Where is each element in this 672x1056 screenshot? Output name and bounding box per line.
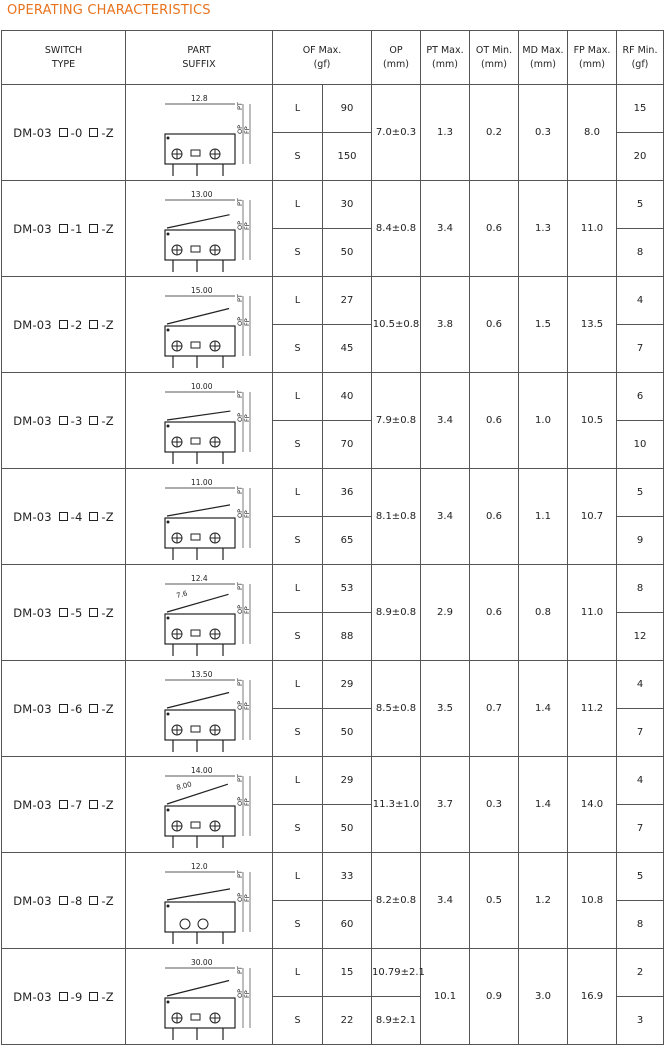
table-row xyxy=(2,757,664,805)
svg-text:FP: FP xyxy=(243,797,251,806)
svg-text:OP: OP xyxy=(236,508,244,518)
rf-min-l: 4 xyxy=(617,757,664,805)
force-type-s: S xyxy=(273,421,323,469)
svg-text:8.00: 8.00 xyxy=(175,779,193,792)
svg-text:OP: OP xyxy=(236,892,244,902)
ot-min-cell: 0.7 xyxy=(470,661,519,757)
fp-max-cell: 16.9 xyxy=(568,949,617,1045)
header-rf-min: RF Min. (gf) xyxy=(617,31,664,85)
force-type-s: S xyxy=(273,997,323,1045)
svg-text:PT: PT xyxy=(236,293,244,302)
blank-box-icon xyxy=(89,224,98,233)
pt-max-cell: 3.8 xyxy=(421,277,470,373)
blank-box-icon xyxy=(59,704,68,713)
operating-characteristics-table xyxy=(1,30,664,1045)
part-suffix-diagram-cell xyxy=(126,469,273,565)
svg-text:FP: FP xyxy=(243,989,251,998)
svg-text:FP: FP xyxy=(243,605,251,614)
svg-text:PT: PT xyxy=(236,389,244,398)
switch-type-cell xyxy=(2,373,126,469)
op-cell: 8.9±0.8 xyxy=(372,565,421,661)
svg-text:12.4: 12.4 xyxy=(191,573,208,583)
switch-type-cell xyxy=(2,277,126,373)
blank-box-icon xyxy=(89,608,98,617)
switch-type-label: DM-03 -2 -Z xyxy=(13,317,114,332)
pt-max-cell: 3.4 xyxy=(421,373,470,469)
rf-min-l: 5 xyxy=(617,469,664,517)
of-max-l: 40 xyxy=(323,373,372,421)
header-pt-max: PT Max. (mm) xyxy=(421,31,470,85)
force-type-l: L xyxy=(273,949,323,997)
blank-box-icon xyxy=(89,512,98,521)
svg-text:FP: FP xyxy=(243,125,251,134)
pt-max-cell: 3.7 xyxy=(421,757,470,853)
switch-type-cell xyxy=(2,853,126,949)
of-max-l: 27 xyxy=(323,277,372,325)
rf-min-s: 3 xyxy=(617,997,664,1045)
switch-dimension-diagram xyxy=(139,664,259,754)
of-max-s: 45 xyxy=(323,325,372,373)
svg-text:7.6: 7.6 xyxy=(175,588,189,600)
force-type-l: L xyxy=(273,661,323,709)
of-max-s: 88 xyxy=(323,613,372,661)
pt-max-cell: 2.9 xyxy=(421,565,470,661)
of-max-l: 90 xyxy=(323,85,372,133)
op-cell: 8.1±0.8 xyxy=(372,469,421,565)
of-max-s: 50 xyxy=(323,709,372,757)
blank-box-icon xyxy=(59,896,68,905)
header-fp-max: FP Max. (mm) xyxy=(568,31,617,85)
of-max-s: 60 xyxy=(323,901,372,949)
fp-max-cell: 8.0 xyxy=(568,85,617,181)
svg-text:FP: FP xyxy=(243,509,251,518)
table-row xyxy=(2,853,664,901)
rf-min-s: 12 xyxy=(617,613,664,661)
part-suffix-diagram-cell xyxy=(126,757,273,853)
op-cell: 8.2±0.8 xyxy=(372,853,421,949)
force-type-s: S xyxy=(273,613,323,661)
blank-box-icon xyxy=(59,800,68,809)
switch-type-label: DM-03 -6 -Z xyxy=(13,701,114,716)
switch-type-label: DM-03 -3 -Z xyxy=(13,413,114,428)
svg-text:OP: OP xyxy=(236,316,244,326)
rf-min-s: 9 xyxy=(617,517,664,565)
fp-max-cell: 11.0 xyxy=(568,565,617,661)
fp-max-cell: 11.2 xyxy=(568,661,617,757)
switch-type-label: DM-03 -8 -Z xyxy=(13,893,114,908)
svg-text:10.00: 10.00 xyxy=(191,381,213,391)
ot-min-cell: 0.6 xyxy=(470,565,519,661)
switch-type-cell xyxy=(2,757,126,853)
of-max-s: 50 xyxy=(323,805,372,853)
svg-text:FP: FP xyxy=(243,413,251,422)
of-max-s: 22 xyxy=(323,997,372,1045)
op-cell: 8.5±0.8 xyxy=(372,661,421,757)
svg-text:12.0: 12.0 xyxy=(191,861,208,871)
blank-box-icon xyxy=(89,992,98,1001)
rf-min-s: 8 xyxy=(617,229,664,277)
table-body xyxy=(2,85,664,1045)
fp-max-cell: 13.5 xyxy=(568,277,617,373)
op-cell: 10.5±0.8 xyxy=(372,277,421,373)
force-type-l: L xyxy=(273,85,323,133)
rf-min-l: 8 xyxy=(617,565,664,613)
ot-min-cell: 0.3 xyxy=(470,757,519,853)
svg-text:14.00: 14.00 xyxy=(191,765,213,775)
ot-min-cell: 0.6 xyxy=(470,277,519,373)
force-type-l: L xyxy=(273,469,323,517)
switch-type-label: DM-03 -7 -Z xyxy=(13,797,114,812)
of-max-l: 15 xyxy=(323,949,372,997)
svg-text:PT: PT xyxy=(236,773,244,782)
part-suffix-diagram-cell xyxy=(126,853,273,949)
svg-text:FP: FP xyxy=(243,221,251,230)
svg-text:12.8: 12.8 xyxy=(191,93,208,103)
fp-max-cell: 10.7 xyxy=(568,469,617,565)
force-type-l: L xyxy=(273,853,323,901)
switch-type-label: DM-03 -1 -Z xyxy=(13,221,114,236)
svg-text:PT: PT xyxy=(236,869,244,878)
force-type-s: S xyxy=(273,517,323,565)
fp-max-cell: 10.5 xyxy=(568,373,617,469)
switch-type-label: DM-03 -5 -Z xyxy=(13,605,114,620)
part-suffix-diagram-cell xyxy=(126,949,273,1045)
op-cell: 8.4±0.8 xyxy=(372,181,421,277)
md-max-cell: 0.3 xyxy=(519,85,568,181)
rf-min-s: 7 xyxy=(617,805,664,853)
fp-max-cell: 10.8 xyxy=(568,853,617,949)
md-max-cell: 1.4 xyxy=(519,661,568,757)
ot-min-cell: 0.5 xyxy=(470,853,519,949)
force-type-s: S xyxy=(273,229,323,277)
switch-dimension-diagram xyxy=(139,88,259,178)
force-type-l: L xyxy=(273,757,323,805)
svg-text:OP: OP xyxy=(236,220,244,230)
switch-dimension-diagram xyxy=(139,952,259,1042)
blank-box-icon xyxy=(59,992,68,1001)
header-switch-type: SWITCH TYPE xyxy=(2,31,126,85)
switch-type-cell xyxy=(2,661,126,757)
op-cell: 7.0±0.3 xyxy=(372,85,421,181)
blank-box-icon xyxy=(59,128,68,137)
switch-dimension-diagram xyxy=(139,856,259,946)
header-ot-min: OT Min. (mm) xyxy=(470,31,519,85)
of-max-l: 33 xyxy=(323,853,372,901)
ot-min-cell: 0.2 xyxy=(470,85,519,181)
op-cell: 7.9±0.8 xyxy=(372,373,421,469)
of-max-l: 53 xyxy=(323,565,372,613)
md-max-cell: 1.2 xyxy=(519,853,568,949)
pt-max-cell: 3.4 xyxy=(421,853,470,949)
pt-max-cell: 3.5 xyxy=(421,661,470,757)
force-type-s: S xyxy=(273,901,323,949)
force-type-s: S xyxy=(273,805,323,853)
of-max-l: 36 xyxy=(323,469,372,517)
svg-text:13.00: 13.00 xyxy=(191,189,213,199)
table-row xyxy=(2,469,664,517)
blank-box-icon xyxy=(89,800,98,809)
pt-max-cell: 10.1 xyxy=(421,949,470,1045)
svg-text:11.00: 11.00 xyxy=(191,477,213,487)
rf-min-s: 7 xyxy=(617,709,664,757)
svg-text:PT: PT xyxy=(236,965,244,974)
op-cell: 11.3±1.0 xyxy=(372,757,421,853)
blank-box-icon xyxy=(59,608,68,617)
table-row xyxy=(2,277,664,325)
page-title: OPERATING CHARACTERISTICS xyxy=(7,3,211,18)
part-suffix-diagram-cell xyxy=(126,373,273,469)
part-suffix-diagram-cell xyxy=(126,565,273,661)
switch-type-label: DM-03 -4 -Z xyxy=(13,509,114,524)
switch-type-cell xyxy=(2,469,126,565)
part-suffix-diagram-cell xyxy=(126,661,273,757)
force-type-s: S xyxy=(273,133,323,181)
table-row xyxy=(2,565,664,613)
svg-text:OP: OP xyxy=(236,412,244,422)
switch-type-label: DM-03 -9 -Z xyxy=(13,989,114,1004)
svg-text:OP: OP xyxy=(236,796,244,806)
force-type-s: S xyxy=(273,709,323,757)
svg-text:OP: OP xyxy=(236,604,244,614)
md-max-cell: 1.5 xyxy=(519,277,568,373)
header-of-max: OF Max. (gf) xyxy=(273,31,372,85)
switch-dimension-diagram xyxy=(139,280,259,370)
pt-max-cell: 3.4 xyxy=(421,181,470,277)
rf-min-l: 6 xyxy=(617,373,664,421)
header-part-suffix: PART SUFFIX xyxy=(126,31,273,85)
table-row xyxy=(2,181,664,229)
table-row xyxy=(2,85,664,133)
rf-min-l: 5 xyxy=(617,181,664,229)
svg-text:PT: PT xyxy=(236,197,244,206)
svg-text:PT: PT xyxy=(236,581,244,590)
md-max-cell: 0.8 xyxy=(519,565,568,661)
of-max-s: 70 xyxy=(323,421,372,469)
header-md-max: MD Max. (mm) xyxy=(519,31,568,85)
switch-dimension-diagram xyxy=(139,760,259,850)
switch-dimension-diagram xyxy=(139,184,259,274)
rf-min-l: 5 xyxy=(617,853,664,901)
blank-box-icon xyxy=(59,416,68,425)
ot-min-cell: 0.6 xyxy=(470,373,519,469)
force-type-l: L xyxy=(273,181,323,229)
part-suffix-diagram-cell xyxy=(126,277,273,373)
header-op: OP (mm) xyxy=(372,31,421,85)
svg-text:13.50: 13.50 xyxy=(191,669,213,679)
blank-box-icon xyxy=(89,704,98,713)
switch-type-cell xyxy=(2,949,126,1045)
switch-dimension-diagram xyxy=(139,376,259,466)
switch-type-cell xyxy=(2,85,126,181)
blank-box-icon xyxy=(89,896,98,905)
switch-type-label: DM-03 -0 -Z xyxy=(13,125,114,140)
of-max-s: 65 xyxy=(323,517,372,565)
rf-min-s: 20 xyxy=(617,133,664,181)
rf-min-l: 15 xyxy=(617,85,664,133)
switch-dimension-diagram xyxy=(139,472,259,562)
rf-min-l: 4 xyxy=(617,661,664,709)
force-type-l: L xyxy=(273,373,323,421)
of-max-l: 30 xyxy=(323,181,372,229)
table-row xyxy=(2,661,664,709)
op-cell-s: 8.9±2.1 xyxy=(372,997,421,1045)
pt-max-cell: 1.3 xyxy=(421,85,470,181)
switch-type-cell xyxy=(2,565,126,661)
svg-text:PT: PT xyxy=(236,485,244,494)
md-max-cell: 3.0 xyxy=(519,949,568,1045)
rf-min-l: 2 xyxy=(617,949,664,997)
rf-min-s: 7 xyxy=(617,325,664,373)
blank-box-icon xyxy=(59,320,68,329)
of-max-l: 29 xyxy=(323,757,372,805)
fp-max-cell: 14.0 xyxy=(568,757,617,853)
table-row xyxy=(2,949,664,997)
of-max-l: 29 xyxy=(323,661,372,709)
svg-text:OP: OP xyxy=(236,124,244,134)
md-max-cell: 1.1 xyxy=(519,469,568,565)
pt-max-cell: 3.4 xyxy=(421,469,470,565)
svg-text:OP: OP xyxy=(236,700,244,710)
svg-text:15.00: 15.00 xyxy=(191,285,213,295)
force-type-s: S xyxy=(273,325,323,373)
table-row xyxy=(2,373,664,421)
part-suffix-diagram-cell xyxy=(126,181,273,277)
of-max-s: 150 xyxy=(323,133,372,181)
md-max-cell: 1.4 xyxy=(519,757,568,853)
ot-min-cell: 0.9 xyxy=(470,949,519,1045)
md-max-cell: 1.0 xyxy=(519,373,568,469)
blank-box-icon xyxy=(89,128,98,137)
svg-text:FP: FP xyxy=(243,701,251,710)
force-type-l: L xyxy=(273,277,323,325)
svg-text:FP: FP xyxy=(243,317,251,326)
rf-min-l: 4 xyxy=(617,277,664,325)
switch-type-cell xyxy=(2,181,126,277)
svg-text:PT: PT xyxy=(236,677,244,686)
ot-min-cell: 0.6 xyxy=(470,181,519,277)
blank-box-icon xyxy=(89,416,98,425)
svg-text:OP: OP xyxy=(236,988,244,998)
part-suffix-diagram-cell xyxy=(126,85,273,181)
ot-min-cell: 0.6 xyxy=(470,469,519,565)
blank-box-icon xyxy=(59,512,68,521)
switch-dimension-diagram xyxy=(139,568,259,658)
blank-box-icon xyxy=(59,224,68,233)
svg-text:30.00: 30.00 xyxy=(191,957,213,967)
rf-min-s: 10 xyxy=(617,421,664,469)
md-max-cell: 1.3 xyxy=(519,181,568,277)
header-row xyxy=(2,31,664,85)
svg-text:PT: PT xyxy=(236,101,244,110)
force-type-l: L xyxy=(273,565,323,613)
op-cell-l: 10.79±2.1 xyxy=(372,949,421,997)
svg-text:FP: FP xyxy=(243,893,251,902)
of-max-s: 50 xyxy=(323,229,372,277)
fp-max-cell: 11.0 xyxy=(568,181,617,277)
rf-min-s: 8 xyxy=(617,901,664,949)
blank-box-icon xyxy=(89,320,98,329)
